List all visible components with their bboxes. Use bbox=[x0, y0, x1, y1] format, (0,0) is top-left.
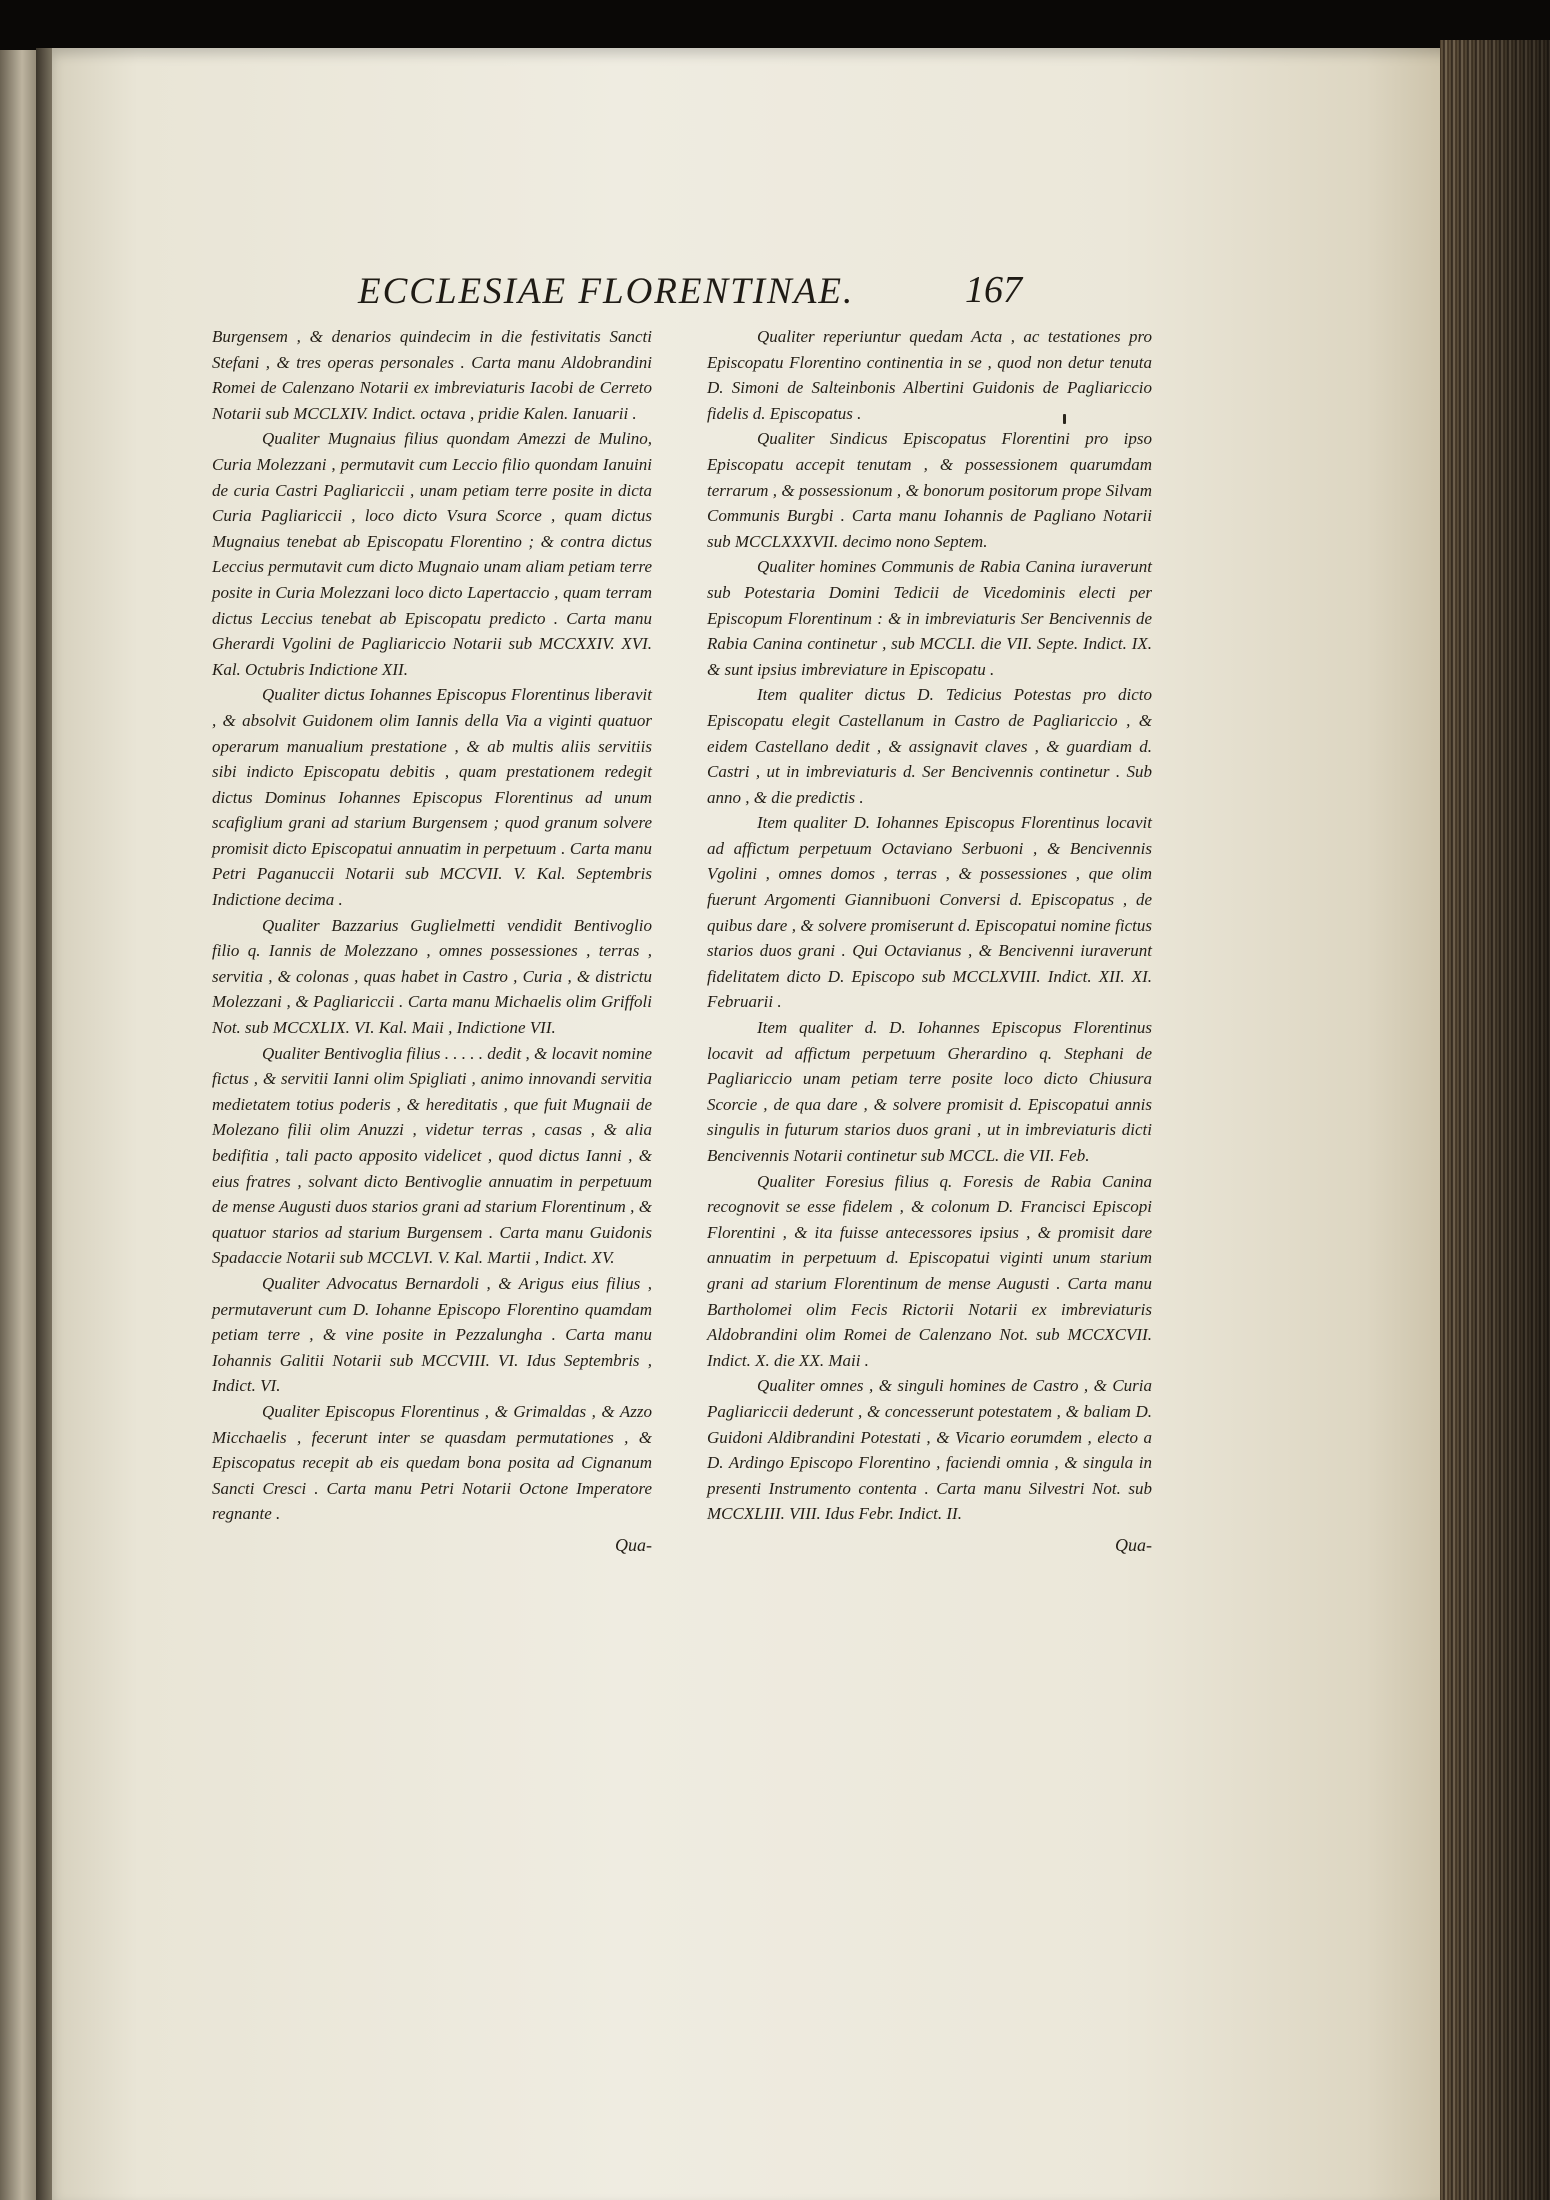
paragraph: Qualiter dictus Iohannes Episcopus Florentinus liberavit , & absolvit Guidonem olim Iannis della Via a viginti quatuor operarum manualium prestatione , & ab multis aliis servitiis sibi indicto Episcopatu debitis , quam prestationem redegit dictus Dominus Iohannes Episcopus Florentinus ad unum scafiglium grani ad starium Burgensem ; quod granum solvere promisit dicto Episcopatui annuatim in perpetuum . Carta manu Petri Paganuccii Notarii sub MCCVII. V. Kal. Septembris Indictione decima . bbox=[212, 685, 652, 910]
catchword: Qua- bbox=[1115, 1534, 1152, 1555]
page-content bbox=[212, 266, 1162, 1886]
paragraph: Qualiter Advocatus Bernardoli , & Arigus eius filius , permutaverunt cum D. Iohanne Episcopo Florentino quamdam petiam terre , & vine posite in Pezzalungha . Carta manu Iohannis Galitii Notarii sub MCCVIII. VI. Idus Septembris , Indict. VI. bbox=[212, 1273, 652, 1396]
paragraph: Item qualiter D. Iohannes Episcopus Florentinus locavit ad affictum perpetuum Octaviano Serbuoni , & Bencivennis Vgolini , omnes domos , terras , & possessiones , que olim fuerunt Argomenti Giannibuoni Conversi d. Episcopatus , de quibus dare , & solvere promiserunt d. Episcopatui nomine fictus starios duos grani . Qui Octavianus , & Bencivenni iuraverunt fidelitatem dicto D. Episcopo sub MCCLXVIII. Indict. XII. XI. Februarii . bbox=[707, 813, 1152, 1012]
paragraph: Qualiter Episcopus Florentinus , & Grimaldas , & Azzo Micchaelis , fecerunt inter se quasdam permutationes , & Episcopatus recepit ab eis quedam bona posita ad Cignanum Sancti Cresci . Carta manu Petri Notarii Octone Imperatore regnante . bbox=[212, 1401, 652, 1524]
paragraph: Qualiter Foresius filius q. Foresis de Rabia Canina recognovit se esse fidelem , & colonum D. Francisci Episcopi Florentini , & ita fuisse antecessores ipsius , & promisit dare annuatim in perpetuum d. Episcopatui viginti unum starium grani ad starium Florentinum de mense Augusti . Carta manu Bartholomei olim Fecis Rictorii Notarii ex imbreviaturis Aldobrandini olim Romei de Calenzano Not. sub MCCXCVII. Indict. X. die XX. Maii . bbox=[707, 1171, 1152, 1370]
left-column bbox=[212, 324, 652, 1884]
paragraph: Burgensem , & denarios quindecim in die festivitatis Sancti Stefani , & tres operas personales . Carta manu Aldobrandini Romei de Calenzano Notarii ex imbreviaturis Iacobi de Cerreto Notarii sub MCCLXIV. Indict. octava , pridie Kalen. Ianuarii . bbox=[212, 327, 652, 423]
paragraph: Item qualiter d. D. Iohannes Episcopus Florentinus locavit ad affictum perpetuum Gherardino q. Stephani de Pagliariccio unam petiam terre posite loco dicto Chiusura Scorcie , de qua dare , & solvere promisit d. Episcopatui annis singulis in futurum starios duos grani , ut in imbreviaturis dicti Bencivennis Notarii continetur sub MCCL. die VII. Feb. bbox=[707, 1018, 1152, 1165]
page-block-edges bbox=[1440, 40, 1550, 2200]
paragraph: Qualiter homines Communis de Rabia Canina iuraverunt sub Potestaria Domini Tedicii de Vicedominis electi per Episcopum Florentinum : & in imbreviaturis Ser Bencivennis de Rabia Canina continetur , sub MCCLI. die VII. Septe. Indict. IX. & sunt ipsius imbreviature in Episcopatu . bbox=[707, 557, 1152, 679]
paragraph: Qualiter omnes , & singuli homines de Castro , & Curia Pagliariccii dederunt , & concesserunt potestatem , & baliam D. Guidoni Aldibrandini Potestati , & Vicario eorumdem , electo a D. Ardingo Episcopo Florentino , faciendi omnia , & singula in presenti Instrumento contenta . Carta manu Silvestri Not. sub MCCXLIII. VIII. Idus Febr. Indict. II. bbox=[707, 1376, 1152, 1524]
paragraph: Qualiter Sindicus Episcopatus Florentini pro ipso Episcopatu accepit tenutam , & possessionem quarumdam terrarum , & possessionum , & bonorum positorum prope Silvam Communis Burgbi . Carta manu Iohannis de Pagliano Notarii sub MCCLXXXVII. decimo nono Septem. bbox=[707, 429, 1152, 551]
running-head bbox=[212, 266, 1162, 316]
catchword: Qua- bbox=[615, 1534, 652, 1555]
paragraph: Item qualiter dictus D. Tedicius Potestas pro dicto Episcopatu elegit Castellanum in Castro de Pagliariccio , & eidem Castellano dedit , & assignavit claves , & guardiam d. Castri , ut in imbreviaturis d. Ser Bencivennis continetur . Sub anno , & die predictis . bbox=[707, 685, 1152, 807]
paragraph: Qualiter Bazzarius Guglielmetti vendidit Bentivoglio filio q. Iannis de Molezzano , omnes possessiones , terras , servitia , & colonas , quas habet in Castro , Curia , & districtu Molezzani , & Pagliariccii . Carta manu Michaelis olim Griffoli Not. sub MCCXLIX. VI. Kal. Maii , Indictione VII. bbox=[212, 915, 652, 1038]
paragraph: Qualiter reperiuntur quedam Acta , ac testationes pro Episcopatu Florentino continentia in se , quod non detur tenuta D. Simoni de Salteinbonis Albertini Guidonis de Pagliariccio fidelis d. Episcopatus . bbox=[707, 327, 1152, 423]
page-number: 167 bbox=[965, 269, 1022, 311]
paragraph: Qualiter Mugnaius filius quondam Amezzi de Mulino, Curia Molezzani , permutavit cum Leccio filio quondam Ianuini de curia Castri Pagliariccii , unam petiam terre posite in dicta Curia Pagliariccii , loco dicto Vsura Scorce , quam dictus Mugnaius tenebat ab Episcopatu Florentino ; & contra dictus Leccius permutavit cum dicto Mugnaio unam aliam petiam terre posite in Curia Molezzani loco dicto Lapertaccio , quam terram dictus Leccius tenebat ab Episcopatu predicto . Carta manu Gherardi Vgolini de Pagliariccio Notarii sub MCCXXIV. XVI. Kal. Octubris Indictione XII. bbox=[212, 429, 652, 679]
right-column bbox=[707, 324, 1152, 1884]
running-title: ECCLESIAE FLORENTINAE. bbox=[358, 271, 855, 312]
paragraph: Qualiter Bentivoglia filius . . . . . dedit , & locavit nomine fictus , & servitii Ianni olim Spigliati , animo innovandi servitia medietatem totius poderis , & hereditatis , que fuit Mugnaii de Molezano filii olim Anuzzi , videtur terras , casas , & alia bedifitia , tali pacto apposito videlicet , quod dictus Ianni , & eius fratres , solvant dicto Bentivoglie annuatim in perpetuum de mense Augusti duos starios grani ad starium Florentinum , & quatuor starios ad starium Burgensem . Carta manu Guidonis Spadaccie Notarii sub MCCLVI. V. Kal. Martii , Indict. XV. bbox=[212, 1043, 653, 1268]
previous-page-edge bbox=[0, 50, 40, 2200]
